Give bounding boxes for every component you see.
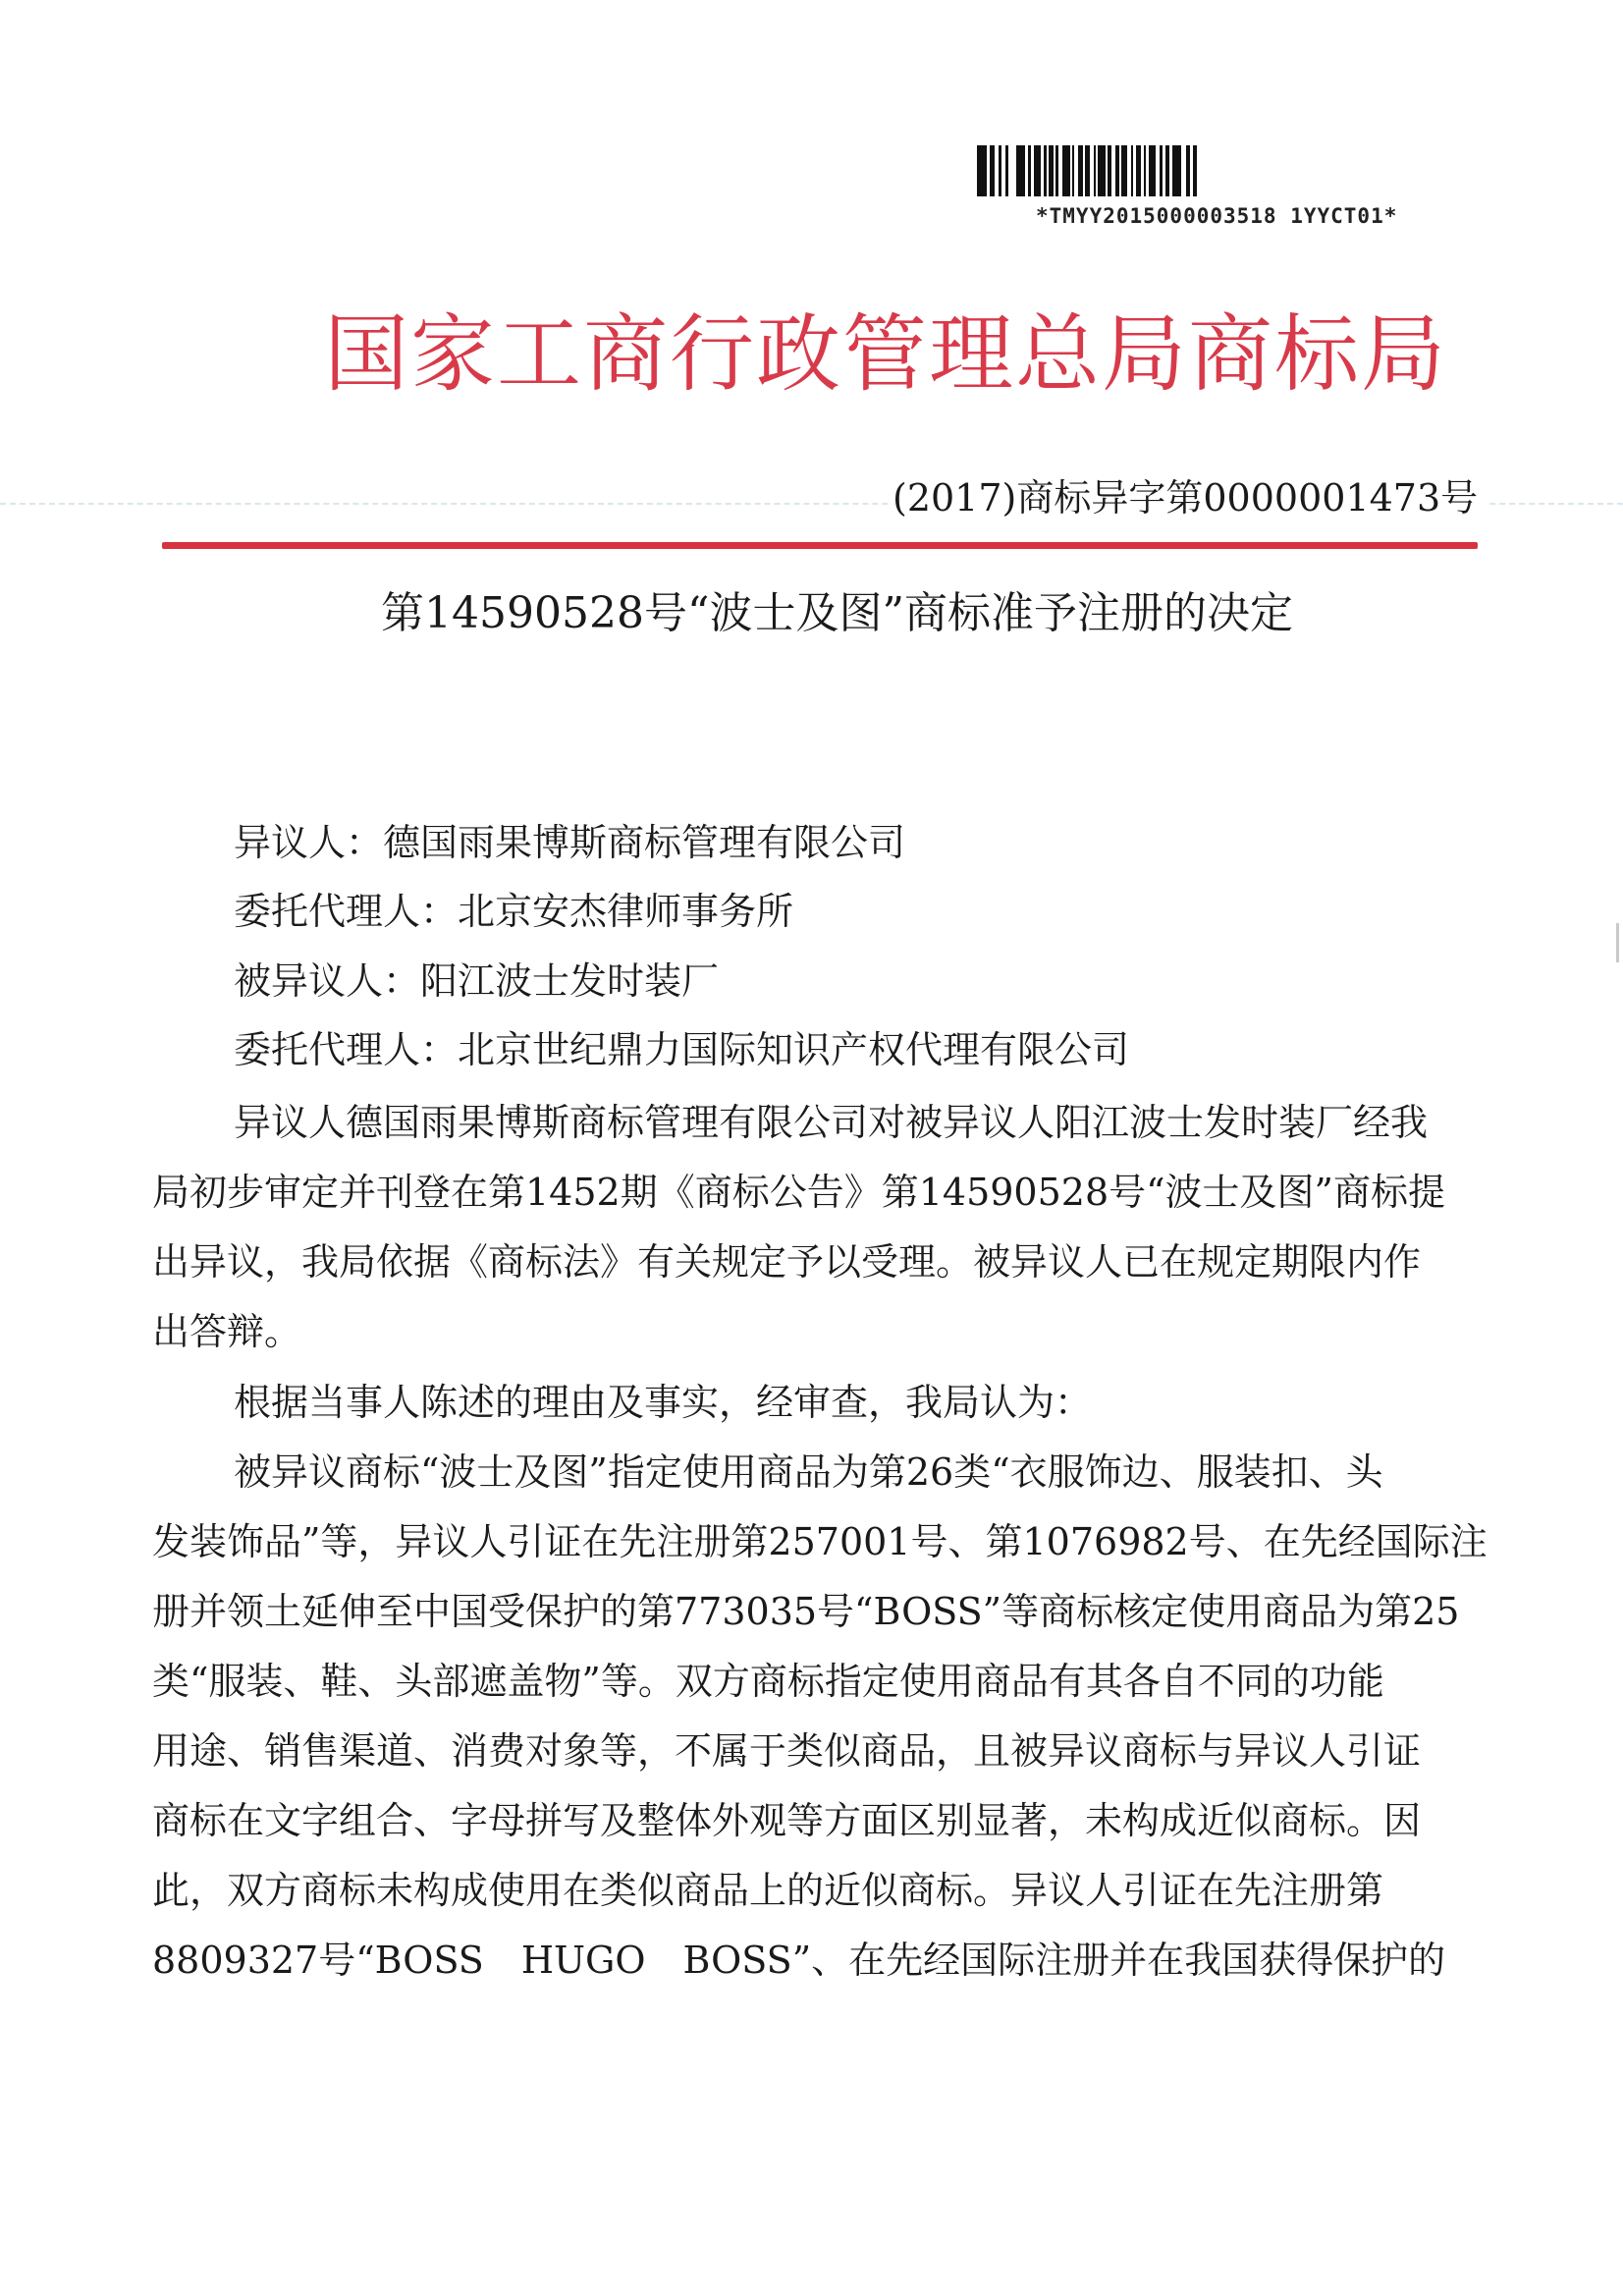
text-line: 出答辩。 — [152, 1310, 302, 1353]
text-line: 发装饰品”等，异议人引证在先注册第257001号、第1076982号、在先经国际注 — [152, 1520, 1488, 1563]
barcode-bar — [1034, 145, 1041, 196]
paragraph-opposition — [152, 1088, 1473, 1367]
party-value: 阳江波士发时装厂 — [420, 959, 720, 1003]
barcode-bar — [1172, 145, 1182, 196]
text-line: 被异议商标“波士及图”指定使用商品为第26类“衣服饰边、服装扣、头 — [234, 1450, 1383, 1494]
barcode-gap — [1008, 145, 1015, 196]
party-value: 北京世纪鼎力国际知识产权代理有限公司 — [458, 1028, 1130, 1071]
text-line: 异议人德国雨果博斯商标管理有限公司对被异议人阳江波士发时装厂经我 — [234, 1101, 1429, 1144]
barcode-bar — [1062, 145, 1069, 196]
barcode-gap — [1197, 145, 1201, 196]
text-line: 用途、销售渠道、消费对象等，不属于类似商品，且被异议商标与异议人引证 — [152, 1729, 1422, 1773]
paragraph-findings-intro — [152, 1368, 1473, 1438]
barcode-number: *TMYY2015000003518 1YYCT01* — [1036, 204, 1398, 228]
party-label: 异议人 ： — [234, 821, 383, 864]
party-value: 德国雨果博斯商标管理有限公司 — [383, 821, 906, 864]
party-respondent — [234, 959, 1216, 1005]
text-line: 册并领土延伸至中国受保护的第773035号“BOSS”等商标核定使用商品为第25 — [152, 1590, 1460, 1633]
text-line: 类“服装、鞋、头部遮盖物”等。双方商标指定使用商品有其各自不同的功能 — [152, 1660, 1384, 1703]
party-label: 被异议人 ： — [234, 959, 420, 1003]
barcode — [977, 145, 1434, 196]
text-line: 根据当事人陈述的理由及事实，经审查，我局认为： — [234, 1381, 1093, 1424]
paragraph-analysis — [152, 1438, 1488, 1995]
scan-edge-mark — [1616, 923, 1619, 962]
barcode-bar — [1098, 145, 1105, 196]
text-line: 8809327号“BOSS HUGO BOSS”、在先经国际注册并在我国获得保护的 — [152, 1939, 1446, 1982]
party-opponent-agent — [234, 890, 1216, 935]
document-number: (2017)商标异字第0000001473号 — [889, 467, 1486, 521]
text-line: 此，双方商标未构成使用在类似商品上的近似商标。异议人引证在先注册第 — [152, 1869, 1384, 1912]
party-label: 委托代理人 ： — [234, 890, 458, 933]
document-title: 第14590528号“波士及图”商标准予注册的决定 — [381, 588, 1293, 638]
party-label: 委托代理人 ： — [234, 1028, 458, 1071]
party-respondent-agent — [234, 1028, 1216, 1073]
barcode-bar — [1149, 145, 1156, 196]
party-value: 北京安杰律师事务所 — [458, 890, 794, 933]
party-opponent — [234, 821, 1216, 866]
barcode-bar — [1016, 145, 1026, 196]
barcode-bar — [977, 145, 987, 196]
text-line: 商标在文字组合、字母拼写及整体外观等方面区别显著，未构成近似商标。因 — [152, 1799, 1422, 1842]
text-line: 出异议，我局依据《商标法》有关规定予以受理。被异议人已在规定期限内作 — [152, 1240, 1422, 1284]
red-divider — [162, 542, 1478, 549]
text-line: 局初步审定并刊登在第1452期《商标公告》第14590528号“波士及图”商标提 — [152, 1171, 1445, 1214]
agency-header: 国家工商行政管理总局商标局 — [324, 305, 1447, 404]
